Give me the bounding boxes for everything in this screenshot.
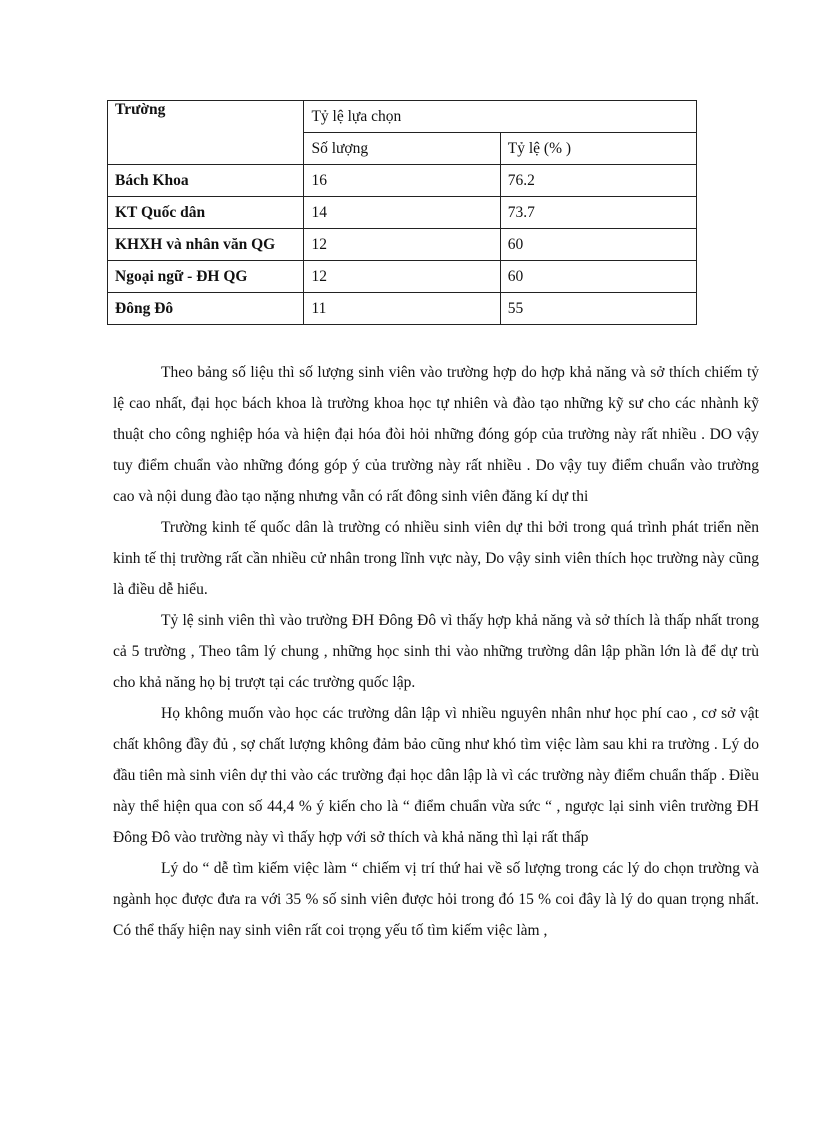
paragraph: Trường kinh tế quốc dân là trường có nhiều sinh viên dự thi bởi trong quá trình phát triển nền kinh tế thị trường rất cần nhiều cử nhân trong lĩnh vực này, Do vậy sinh viên thích học trường này cũng là điều dễ hiểu. <box>113 519 759 598</box>
cell-percent: 76.2 <box>500 165 696 197</box>
header-percent: Tỷ lệ (% ) <box>500 133 696 165</box>
cell-school: Bách Khoa <box>108 165 304 197</box>
paragraph: Tỷ lệ sinh viên thì vào trường ĐH Đông Đô vì thấy hợp khả năng và sở thích là thấp nhất trong cả 5 trường , Theo tâm lý chung , những học sinh thi vào những trường dân lập phần lớn là để dự trù cho khả năng họ bị trượt tại các trường quốc lập. <box>113 612 759 691</box>
table-row <box>108 293 697 325</box>
school-choice-table <box>107 100 697 325</box>
cell-count: 12 <box>304 261 500 293</box>
body-text <box>113 357 759 946</box>
table-row <box>108 261 697 293</box>
paragraph: Lý do “ dễ tìm kiếm việc làm “ chiếm vị trí thứ hai về số lượng trong các lý do chọn trường và ngành học được đưa ra với 35 % số sinh viên được hỏi trong đó 15 % coi đây là lý do quan trọng nhất. Có thể thấy hiện nay sinh viên rất coi trọng yếu tố tìm kiếm việc làm , <box>113 860 759 939</box>
cell-school: KT Quốc dân <box>108 197 304 229</box>
cell-percent: 55 <box>500 293 696 325</box>
table-row <box>108 165 697 197</box>
header-count: Số lượng <box>304 133 500 165</box>
cell-percent: 60 <box>500 261 696 293</box>
table-row <box>108 197 697 229</box>
header-choice-rate: Tỷ lệ lựa chọn <box>304 101 697 133</box>
cell-count: 14 <box>304 197 500 229</box>
cell-count: 16 <box>304 165 500 197</box>
paragraph: Theo bảng số liệu thì số lượng sinh viên vào trường hợp do hợp khả năng và sở thích chiếm tỷ lệ cao nhất, đại học bách khoa là trường khoa học tự nhiên và đào tạo những kỹ sư cho các nhành kỹ thuật cho công nghiệp hóa và hiện đại hóa đòi hỏi những đóng góp của trường này rất nhiều . DO vậy tuy điểm chuẩn vào những đóng góp ý của trường này rất nhiều . Do vậy tuy điểm chuẩn vào trường cao và nội dung đào tạo nặng nhưng vẫn có rất đông sinh viên đăng kí dự thi <box>113 364 759 505</box>
cell-school: KHXH và nhân văn QG <box>108 229 304 261</box>
cell-count: 11 <box>304 293 500 325</box>
cell-school: Đông Đô <box>108 293 304 325</box>
table-row <box>108 229 697 261</box>
paragraph: Họ không muốn vào học các trường dân lập vì nhiều nguyên nhân như học phí cao , cơ sở vật chất không đầy đủ , sợ chất lượng không đảm bảo cũng như khó tìm việc làm sau khi ra trường . Lý do đầu tiên mà sinh viên dự thi vào các trường đại học dân lập là vì các trường này điểm chuẩn thấp . Điều này thể hiện qua con số 44,4 % ý kiến cho là “ điểm chuẩn vừa sức “ , ngược lại sinh viên trường ĐH Đông Đô vào trường này vì thấy hợp với sở thích và khả năng thì lại rất thấp <box>113 705 759 846</box>
cell-school: Ngoại ngữ - ĐH QG <box>108 261 304 293</box>
header-school: Trường <box>108 101 304 165</box>
cell-count: 12 <box>304 229 500 261</box>
cell-percent: 73.7 <box>500 197 696 229</box>
table-header-row <box>108 101 697 133</box>
cell-percent: 60 <box>500 229 696 261</box>
